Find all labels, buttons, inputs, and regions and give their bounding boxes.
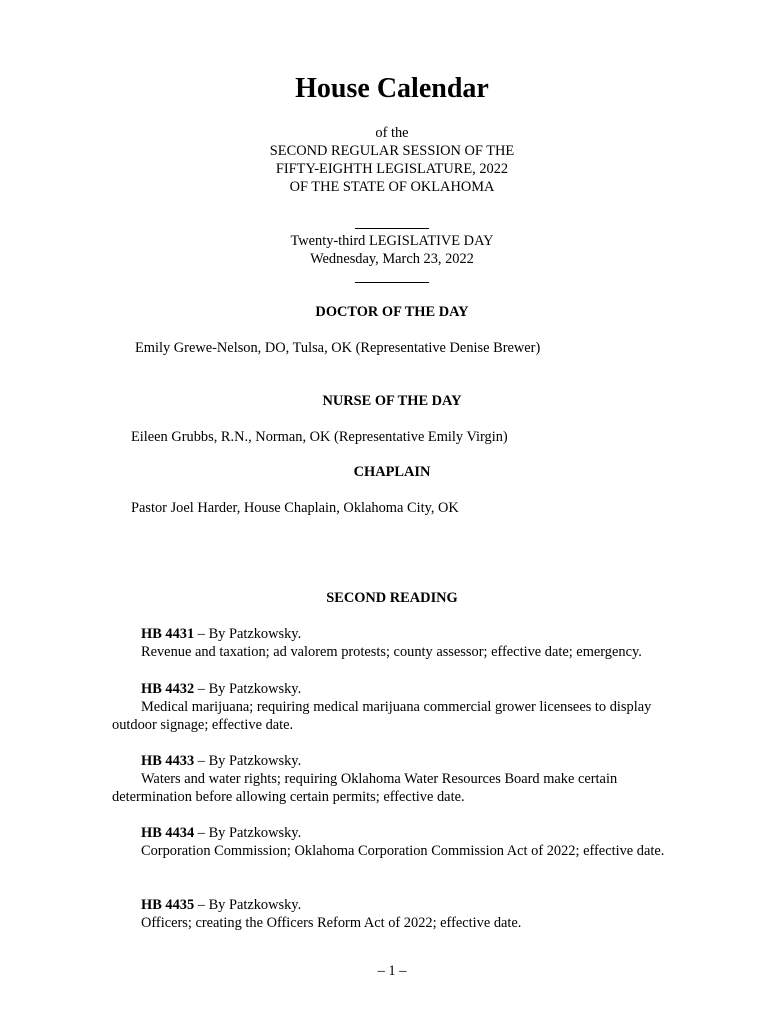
bill-description: Revenue and taxation; ad valorem protests; county assessor; effective date; emergency.	[141, 644, 642, 660]
chaplain-text: Pastor Joel Harder, House Chaplain, Oklahoma City, OK	[131, 500, 459, 516]
bill-sponsor: – By Patzkowsky.	[194, 825, 302, 841]
session-line: of the	[375, 125, 409, 141]
divider-bottom	[0, 272, 770, 290]
bill-entry	[112, 680, 672, 734]
bill-number: HB 4435	[141, 897, 195, 913]
bill-description: Officers; creating the Officers Reform Act of 2022; effective date.	[141, 915, 522, 931]
bill-number: HB 4432	[141, 681, 195, 697]
bill-number: HB 4434	[141, 825, 195, 841]
doctor-text: Emily Grewe-Nelson, DO, Tulsa, OK (Representative Denise Brewer)	[135, 340, 541, 356]
calendar-date: Wednesday, March 23, 2022	[310, 251, 474, 267]
bill-entry	[112, 752, 672, 806]
page-number: – 1 –	[377, 963, 407, 979]
bill-number: HB 4431	[141, 626, 195, 642]
bill-description: Waters and water rights; requiring Oklahoma Water Resources Board make certain determination before allowing certain permits; effective date.	[112, 771, 618, 805]
session-line: SECOND REGULAR SESSION OF THE	[269, 143, 515, 159]
legislative-day: Twenty-third LEGISLATIVE DAY	[290, 233, 494, 249]
bill-entry	[112, 824, 672, 860]
bill-description: Medical marijuana; requiring medical marijuana commercial grower licensees to display outdoor signage; effective date.	[112, 699, 652, 733]
bill-number: HB 4433	[141, 753, 195, 769]
bill-entry	[112, 625, 672, 661]
bill-sponsor: – By Patzkowsky.	[194, 897, 302, 913]
bill-sponsor: – By Patzkowsky.	[194, 626, 302, 642]
page-title: House Calendar	[295, 73, 489, 104]
bill-entry	[112, 896, 672, 932]
chaplain-heading: CHAPLAIN	[353, 464, 431, 480]
session-line: FIFTY-EIGHTH LEGISLATURE, 2022	[275, 161, 509, 177]
bill-sponsor: – By Patzkowsky.	[194, 753, 302, 769]
nurse-text: Eileen Grubbs, R.N., Norman, OK (Representative Emily Virgin)	[131, 429, 508, 445]
session-line: OF THE STATE OF OKLAHOMA	[289, 179, 495, 195]
second-reading-heading: SECOND READING	[326, 590, 458, 606]
doctor-heading: DOCTOR OF THE DAY	[315, 304, 469, 320]
bill-description: Corporation Commission; Oklahoma Corporation Commission Act of 2022; effective date.	[141, 843, 665, 859]
bill-sponsor: – By Patzkowsky.	[194, 681, 302, 697]
nurse-heading: NURSE OF THE DAY	[322, 393, 462, 409]
